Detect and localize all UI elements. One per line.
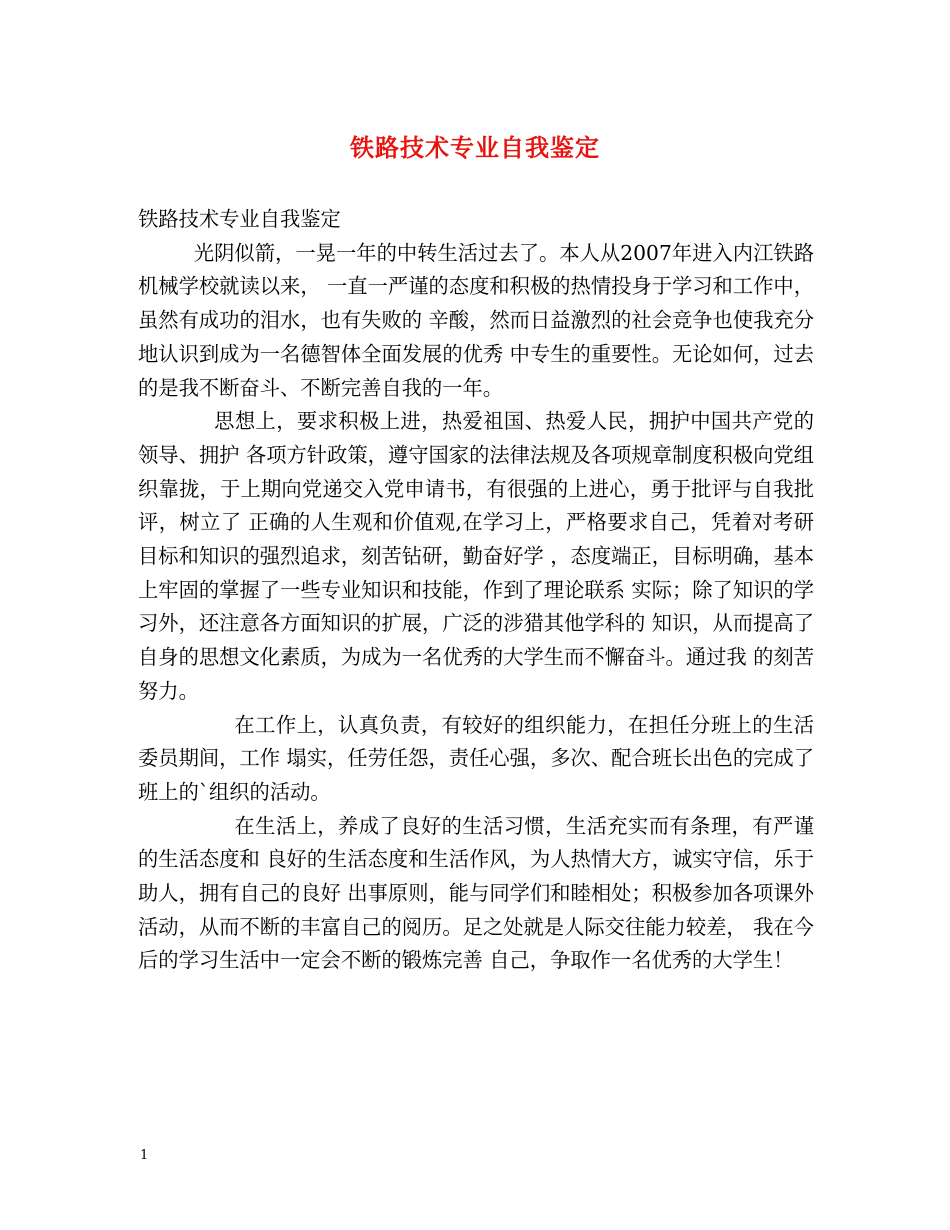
document-body — [138, 203, 814, 978]
paragraph-intro: 光阴似箭，一晃一年的中转生活过去了。本人从2007年进入内江铁路机械学校就读以来， 一直一严谨的态度和积极的热情投身于学习和工作中，虽然有成功的泪水，也有失败的 辛酸，然而日益激烈的社会竞争也使我充分地认识到成为一名德智体全面发展的优秀 中专生的重要性。无论如何，过去的是我不断奋斗、不断完善自我的一年。 — [138, 240, 814, 400]
paragraph-thought: 思想上，要求积极上进，热爱祖国、热爱人民，拥护中国共产党的领导、拥护 各项方针政策，遵守国家的法律法规及各项规章制度积极向党组织靠拢，于上期向党递交入党申请书，有很强的上进心，勇于批评与自我批评，树立了 正确的人生观和价值观,在学习上，严格要求自己，凭着对考研目标和知识的强烈追求，刻苦钻研，勤奋好学 ，态度端正，目标明确，基本上牢固的掌握了一些专业知识和技能，作到了理论联系 实际；除了知识的学习外，还注意各方面知识的扩展，广泛的涉猎其他学科的 知识，从而提高了自身的思想文化素质，为成为一名优秀的大学生而不懈奋斗。通过我 的刻苦努力。 — [138, 409, 814, 703]
page-number: 1 — [140, 1148, 149, 1163]
paragraph-life: 在生活上，养成了良好的生活习惯，生活充实而有条理，有严谨的生活态度和 良好的生活态度和生活作风，为人热情大方，诚实守信，乐于助人，拥有自己的良好 出事原则，能与同学们和睦相处；积极参加各项课外活动，从而不断的丰富自己的阅历。足之处就是人际交往能力较差， 我在今后的学习生活中一定会不断的锻炼完善 自己，争取作一名优秀的大学生！ — [138, 813, 814, 973]
document-title: 铁路技术专业自我鉴定 — [350, 133, 600, 162]
paragraph-work: 在工作上，认真负责，有较好的组织能力，在担任分班上的生活委员期间，工作 塌实，任劳任怨，责任心强，多次、配合班长出色的完成了班上的`组织的活动。 — [138, 712, 814, 804]
document-subtitle: 铁路技术专业自我鉴定 — [138, 207, 341, 231]
